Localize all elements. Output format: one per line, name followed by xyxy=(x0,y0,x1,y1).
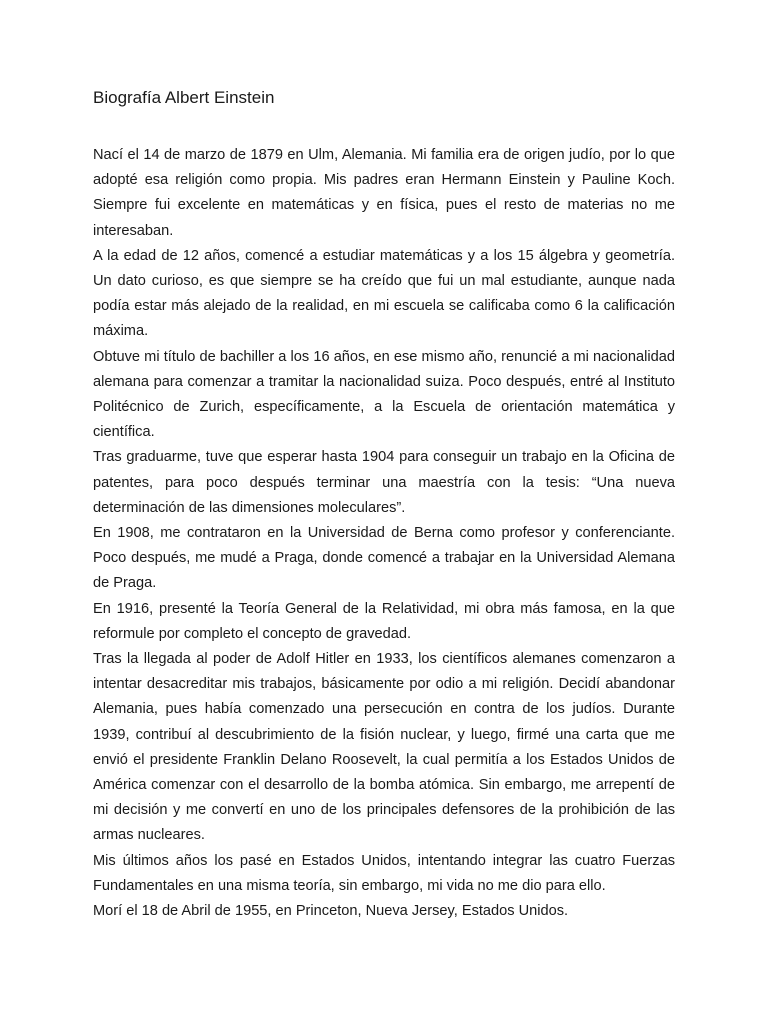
paragraph-early-studies: A la edad de 12 años, comencé a estudiar matemáticas y a los 15 álgebra y geometría. Un dato curioso, es que siempre se ha creído que fui un mal estudiante, aunque nada podía estar más alejado de la realidad, en mi escuela se calificaba como 6 la calificación máxima. xyxy=(93,247,675,340)
paragraph-last-years: Mis últimos años los pasé en Estados Unidos, intentando integrar las cuatro Fuerzas Fundamentales en una misma teoría, sin embargo, mi vida no me dio para ello. xyxy=(93,852,675,894)
paragraph-berna-praga: En 1908, me contrataron en la Universidad de Berna como profesor y conferenciante. Poco después, me mudé a Praga, donde comencé a trabajar en la Universidad Alemana de Praga. xyxy=(93,525,675,592)
paragraph-hitler-nuclear: Tras la llegada al poder de Adolf Hitler en 1933, los científicos alemanes comenzaron a intentar desacreditar mis trabajos, básicamente por odio a mi religión. Decidí abandonar Alemania, pues había comenzado una persecución en contra de los judíos. Durante 1939, contribuí al descubrimiento de la fisión nuclear, y luego, firmé una carta que me envió el presidente Franklin Delano Roosevelt, la cual permitía a los Estados Unidos de América comenzar con el desarrollo de la bomba atómica. Sin embargo, me arrepentí de mi decisión y me convertí en uno de los principales defensores de la prohibición de las armas nucleares. xyxy=(93,651,675,844)
document-body xyxy=(93,143,675,924)
paragraph-relativity: En 1916, presenté la Teoría General de la Relatividad, mi obra más famosa, en la que reformule por completo el concepto de gravedad. xyxy=(93,600,675,642)
paragraph-zurich: Obtuve mi título de bachiller a los 16 años, en ese mismo año, renuncié a mi nacionalidad alemana para comenzar a tramitar la nacionalidad suiza. Poco después, entré al Instituto Politécnico de Zurich, específicamente, a la Escuela de orientación matemática y científica. xyxy=(93,348,675,441)
paragraph-patent-office: Tras graduarme, tuve que esperar hasta 1904 para conseguir un trabajo en la Oficina de patentes, para poco después terminar una maestría con la tesis: “Una nueva determinación de las dimensiones moleculares”. xyxy=(93,449,675,516)
paragraph-death: Morí el 18 de Abril de 1955, en Princeton, Nueva Jersey, Estados Unidos. xyxy=(93,903,569,920)
paragraph-birth: Nací el 14 de marzo de 1879 en Ulm, Alemania. Mi familia era de origen judío, por lo que adopté esa religión como propia. Mis padres eran Hermann Einstein y Pauline Koch. Siempre fui excelente en matemáticas y en física, pues el resto de materias no me interesaban. xyxy=(93,147,675,239)
document-title: Biografía Albert Einstein xyxy=(93,88,275,107)
